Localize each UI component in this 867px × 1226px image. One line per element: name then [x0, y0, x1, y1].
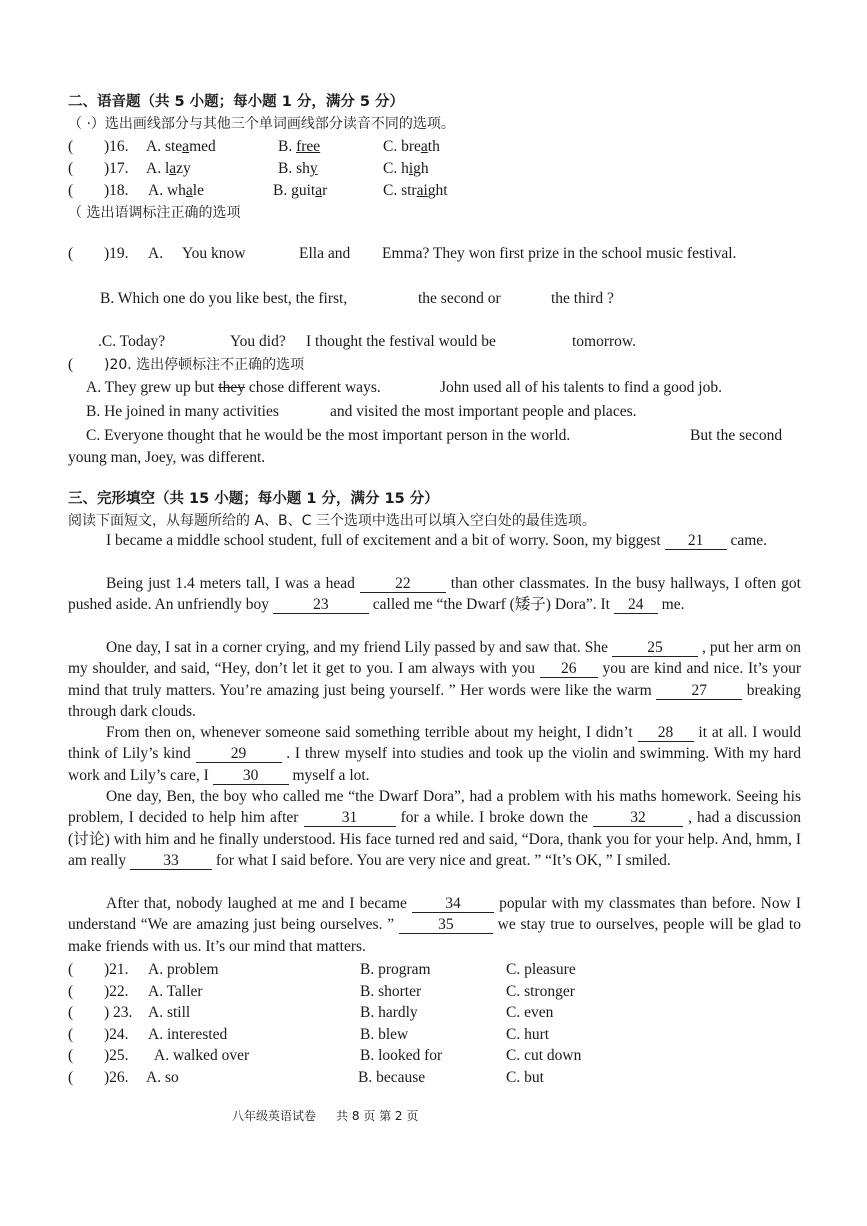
blank-27[interactable]: 27 — [656, 682, 742, 700]
option-c: C. cut down — [506, 1047, 582, 1064]
blank-23[interactable]: 23 — [273, 596, 369, 614]
option-a-text-1: You know — [182, 245, 246, 262]
option-c: C. even — [506, 1004, 554, 1021]
option-b: B. shy — [278, 160, 318, 177]
option-c-text-4: tomorrow. — [572, 333, 636, 350]
option-a: A. They grew up but they chose different ways. — [86, 379, 381, 396]
question-number: )22. — [104, 983, 129, 1000]
blank-22[interactable]: 22 — [360, 575, 446, 593]
blank-33[interactable]: 33 — [130, 852, 212, 870]
option-a: A. whale — [148, 182, 204, 199]
option-b: B. program — [360, 961, 431, 978]
footer-exam-title: 八年级英语试卷 — [232, 1109, 317, 1123]
option-c-part2: But the second — [690, 427, 783, 444]
option-c: C. hurt — [506, 1026, 550, 1043]
answer-paren: ( — [68, 1026, 74, 1043]
answer-paren: ( — [68, 1047, 74, 1064]
option-c: C. straight — [383, 182, 448, 199]
option-a: A. still — [148, 1004, 191, 1021]
option-c: C. pleasure — [506, 961, 576, 978]
answer-paren: ( — [68, 1069, 74, 1086]
blank-29[interactable]: 29 — [196, 745, 282, 763]
section2-part1-instruction: （ ·）选出画线部分与其他三个单词画线部分读音不同的选项。 — [68, 116, 455, 132]
section2-heading: 二、语音题（共 5 小题；每小题 1 分，满分 5 分） — [68, 94, 405, 110]
option-a: A. walked over — [154, 1047, 250, 1064]
option-b: B. free — [278, 138, 321, 155]
question-number: )20. 选出停顿标注不正确的选项 — [104, 357, 305, 373]
option-a: A. interested — [148, 1026, 228, 1043]
option-b: B. blew — [360, 1026, 409, 1043]
question-number: )26. — [104, 1069, 129, 1086]
blank-28[interactable]: 28 — [638, 724, 694, 742]
blank-32[interactable]: 32 — [593, 809, 683, 827]
blank-34[interactable]: 34 — [412, 895, 494, 913]
question-number: )16. — [104, 138, 129, 155]
blank-31[interactable]: 31 — [304, 809, 396, 827]
option-a-part2: John used all of his talents to find a good job. — [440, 379, 722, 396]
answer-paren: ( — [68, 245, 74, 262]
blank-25[interactable]: 25 — [612, 639, 698, 657]
option-c-text-3: I thought the festival would be — [306, 333, 496, 350]
answer-paren: ( — [68, 182, 74, 199]
option-b: B. looked for — [360, 1047, 443, 1064]
option-c: C. but — [506, 1069, 544, 1086]
option-b: B. guitar — [273, 182, 328, 199]
question-number: )21. — [104, 961, 129, 978]
option-b-text-3: the third ? — [551, 290, 614, 307]
option-b: B. He joined in many activities — [86, 403, 279, 420]
question-number: ) 23. — [104, 1004, 133, 1021]
option-c-text-1: .C. Today? — [98, 333, 166, 350]
option-c: C. breath — [383, 138, 440, 155]
question-number: )25. — [104, 1047, 129, 1064]
question-number: )17. — [104, 160, 129, 177]
answer-paren: ( — [68, 983, 74, 1000]
passage-paragraph-4: From then on, whenever someone said something terrible about my height, I didn’t 28 it at all. I would think of Lily’s kind 29 . I threw myself into studies and took up the violin and swimming. With my hard work and Lily’s care, I 30 myself a lot. — [68, 724, 802, 784]
answer-paren: ( — [68, 138, 74, 155]
answer-paren: ( — [68, 1004, 74, 1021]
option-a-text-2: Ella and — [299, 245, 351, 262]
section3-instruction: 阅读下面短文，从每题所给的 A、B、C 三个选项中选出可以填入空白处的最佳选项。 — [68, 513, 596, 529]
answer-paren: ( — [68, 961, 74, 978]
footer-page-number: 共 8 页 第 2 页 — [336, 1109, 419, 1123]
passage-paragraph-1: I became a middle school student, full of excitement and a bit of worry. Soon, my biggest 21 came. — [106, 532, 768, 549]
option-c: C. stronger — [506, 983, 575, 1000]
question-number: )24. — [104, 1026, 129, 1043]
section3-heading: 三、完形填空（共 15 小题；每小题 1 分，满分 15 分） — [68, 491, 439, 507]
option-a: A. Taller — [148, 983, 203, 1000]
answer-paren: ( — [68, 160, 74, 177]
passage-paragraph-3: One day, I sat in a corner crying, and my friend Lily passed by and saw that. She 25 , put her arm on my shoulder, and said, “Hey, don’t let it get to you. I am always with you 26 you are kind and nice. It’s your mind that truly matters. You’re amazing just being yourself. ” Her words were like the warm 27 breaking through dark clouds. — [68, 639, 801, 721]
blank-24[interactable]: 24 — [614, 596, 658, 614]
option-b: B. shorter — [360, 983, 422, 1000]
blank-30[interactable]: 30 — [213, 767, 289, 785]
option-c: C. high — [383, 160, 429, 177]
option-a: A. so — [146, 1069, 179, 1086]
blank-35[interactable]: 35 — [399, 916, 493, 934]
passage-paragraph-5: One day, Ben, the boy who called me “the Dwarf Dora”, had a problem with his maths homework. Seeing his problem, I decided to help him after 31 for a while. I broke down the 32 , had a discussion (讨论) with him and he finally understood. His face turned red and said, “Dora, thank you for your help. And, hmm, I am really 33 for what I said before. You are very nice and great. ” “It’s OK, ” I smiled. — [68, 788, 801, 870]
option-b-text-1: B. Which one do you like best, the first, — [100, 290, 348, 307]
option-a-text-3: Emma? They won first prize in the school music festival. — [382, 245, 737, 262]
option-b: B. hardly — [360, 1004, 418, 1021]
passage-paragraph-2: Being just 1.4 meters tall, I was a head 22 than other classmates. In the busy hallways, I often got pushed aside. An unfriendly boy 23 called me “the Dwarf (矮子) Dora”. It 24 me. — [68, 575, 801, 614]
passage-paragraph-6: After that, nobody laughed at me and I became 34 popular with my classmates than before. Now I understand “We are amazing just being ourselves. ” 35 we stay true to ourselves, people will be glad to make friends with us. It’s our mind that matters. — [68, 895, 802, 955]
option-b-text-2: the second or — [418, 290, 501, 307]
blank-21[interactable]: 21 — [665, 532, 727, 550]
question-number: )18. — [104, 182, 129, 199]
option-c-text-2: You did? — [230, 333, 286, 350]
blank-26[interactable]: 26 — [540, 660, 598, 678]
option-a-label: A. — [148, 245, 164, 262]
option-a: A. problem — [148, 961, 219, 978]
section2-part2-instruction: （ 选出语调标注正确的选项 — [68, 205, 241, 221]
answer-paren: ( — [68, 356, 74, 373]
option-c: C. Everyone thought that he would be the most important person in the world. — [86, 427, 571, 444]
option-b-part2: and visited the most important people and places. — [330, 403, 637, 420]
option-a: A. lazy — [146, 160, 191, 177]
option-c-part3: young man, Joey, was different. — [68, 449, 266, 466]
option-a: A. steamed — [146, 138, 216, 155]
question-number: )19. — [104, 245, 129, 262]
option-b: B. because — [358, 1069, 426, 1086]
